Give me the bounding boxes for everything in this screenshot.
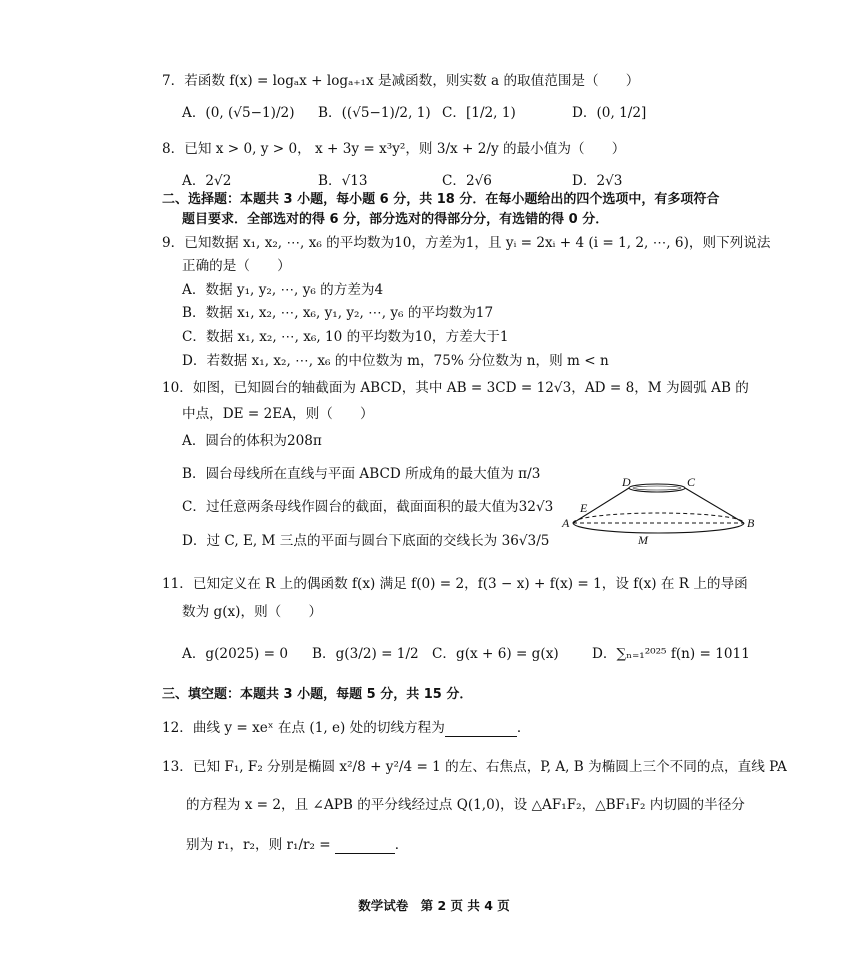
q7-option-d: D．(0, 1/2] (572, 105, 647, 121)
footer-page-number: 第 2 页 共 4 页 (420, 898, 510, 913)
q7-stem: 7．若函数 f(x) = logₐx + logₐ₊₁x 是减函数，则实数 a 的取值范围是（ ） (162, 73, 640, 89)
footer-subject: 数学试卷 (358, 898, 409, 913)
q12-text: 12．曲线 y = xeˣ 在点 (1, e) 处的切线方程为 (162, 720, 445, 736)
q9-stem-line2: 正确的是（ ） (182, 258, 291, 274)
q11-option-c: C．g(x + 6) = g(x) (432, 646, 559, 662)
q11-option-a: A．g(2025) = 0 (182, 646, 288, 662)
q9-stem-line1: 9．已知数据 x₁, x₂, ⋯, x₆ 的平均数为10，方差为1，且 yᵢ = 2xᵢ + 4 (i = 1, 2, ⋯, 6)，则下列说法 (162, 235, 771, 251)
q13-text: 别为 r₁，r₂，则 r₁/r₂ = (186, 837, 331, 853)
q13-stem-line3 (186, 836, 408, 854)
section3-heading: 三、填空题：本题共 3 小题，每题 5 分，共 15 分． (162, 687, 473, 702)
q8-option-d: D．2√3 (572, 173, 623, 189)
figure-label-c: C (687, 475, 696, 489)
q8-option-c: C．2√6 (442, 173, 492, 189)
q12-answer-blank (445, 722, 517, 737)
page-footer (0, 896, 868, 914)
q7-option-c: C．[1/2, 1) (442, 105, 516, 121)
section2-instructions: 题目要求．全部选对的得 6 分，部分选对的得部分分，有选错的得 0 分． (182, 212, 609, 227)
figure-label-b: B (747, 516, 755, 530)
q10-stem-line1: 10．如图，已知圆台的轴截面为 ABCD，其中 AB = 3CD = 12√3，AD = 8，M 为圆弧 AB 的 (162, 380, 749, 396)
q8-option-a: A．2√2 (182, 173, 232, 189)
figure-label-e: E (580, 501, 588, 515)
figure-label-d: D (622, 475, 631, 489)
q13-end: ． (394, 837, 409, 853)
figure-label-a: A (562, 516, 570, 530)
q13-stem-line1: 13．已知 F₁, F₂ 分别是椭圆 x²/8 + y²/4 = 1 的左、右焦点，P, A, B 为椭圆上三个不同的点，直线 PA (162, 759, 787, 775)
q11-option-d: D．∑ₙ₌₁²⁰²⁵ f(n) = 1011 (592, 646, 750, 662)
q9-option-a: A．数据 y₁, y₂, ⋯, y₆ 的方差为4 (182, 282, 384, 298)
q10-stem-line2: 中点，DE = 2EA，则（ ） (182, 406, 374, 422)
frustum-figure (556, 470, 770, 548)
section2-heading: 二、选择题：本题共 3 小题，每小题 6 分，共 18 分．在每小题给出的四个选项中，有多项符合 (162, 192, 720, 207)
q10-option-a: A．圆台的体积为208π (182, 433, 322, 449)
q12-end: ． (516, 720, 531, 736)
q11-option-b: B．g(3/2) = 1/2 (312, 646, 419, 662)
q7-option-b: B．((√5−1)/2, 1) (318, 105, 431, 121)
q11-stem-line1: 11．已知定义在 R 上的偶函数 f(x) 满足 f(0) = 2，f(3 − x) + f(x) = 1，设 f(x) 在 R 上的导函 (162, 576, 748, 592)
q10-option-d: D．过 C, E, M 三点的平面与圆台下底面的交线长为 36√3/5 (182, 533, 550, 549)
q12-stem (162, 719, 530, 737)
q13-stem-line2: 的方程为 x = 2，且 ∠APB 的平分线经过点 Q(1,0)，设 △AF₁F₂，△BF₁F₂ 内切圆的半径分 (186, 797, 745, 813)
q7-option-a: A．(0, (√5−1)/2) (182, 105, 295, 121)
q8-stem: 8．已知 x > 0, y > 0， x + 3y = x³y²，则 3/x + 2/y 的最小值为（ ） (162, 141, 626, 157)
q13-answer-blank (335, 839, 395, 854)
q9-option-c: C．数据 x₁, x₂, ⋯, x₆, 10 的平均数为10，方差大于1 (182, 329, 509, 345)
q10-option-b: B．圆台母线所在直线与平面 ABCD 所成角的最大值为 π/3 (182, 466, 541, 482)
q9-option-b: B．数据 x₁, x₂, ⋯, x₆, y₁, y₂, ⋯, y₆ 的平均数为17 (182, 305, 494, 321)
q8-option-b: B．√13 (318, 173, 368, 189)
q9-option-d: D．若数据 x₁, x₂, ⋯, x₆ 的中位数为 m，75% 分位数为 n，则 m < n (182, 353, 609, 369)
q10-option-c: C．过任意两条母线作圆台的截面，截面面积的最大值为32√3 (182, 499, 554, 515)
q11-stem-line2: 数为 g(x)，则（ ） (182, 604, 323, 620)
figure-label-m: M (638, 533, 648, 547)
